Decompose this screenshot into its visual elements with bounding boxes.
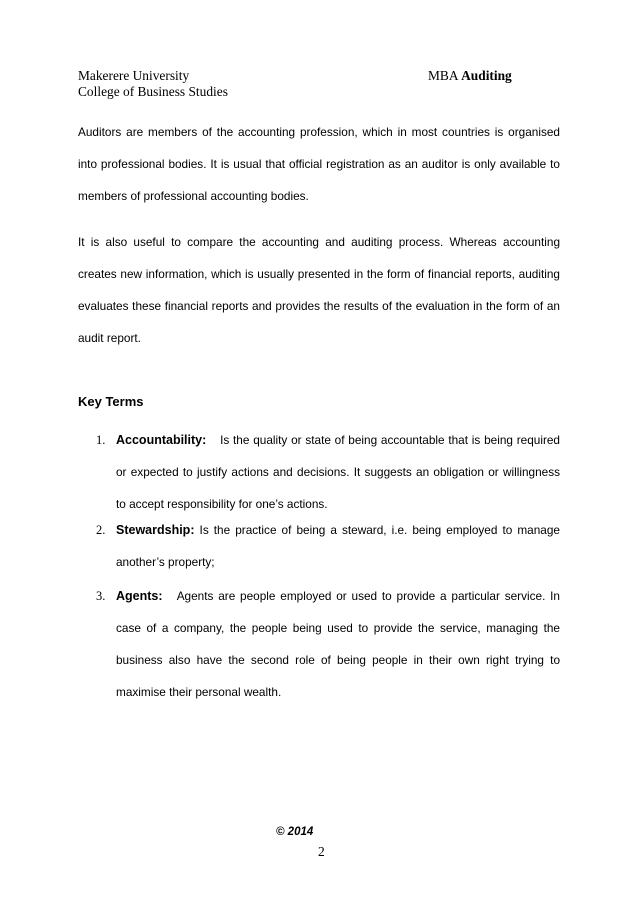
paragraph-auditors: Auditors are members of the accounting profession, which in most countries is organised into professional bodies. It is usual that official registration as an auditor is only available to members of professional accounting bodies. <box>78 125 560 203</box>
paragraph-compare: It is also useful to compare the accounting and auditing process. Whereas accounting creates new information, which is usually presented in the form of financial reports, auditing evaluates these financial reports and provides the results of the evaluation in the form of an audit report. <box>78 235 560 345</box>
list-number: 2. <box>96 523 106 537</box>
term-definition: Is the quality or state of being accountable that is being required or expected to justify actions and decisions. It suggests an obligation or willingness to accept responsibility for one’s actions. <box>116 433 560 511</box>
header-course <box>428 68 512 84</box>
term-definition: Agents are people employed or used to provide a particular service. In case of a company, the people being used to provide the service, managing the business also have the second role of being people in their own right trying to maximise their personal wealth. <box>116 589 560 699</box>
term-label: Agents: <box>116 589 163 603</box>
header-course-title: Auditing <box>461 68 512 83</box>
header-university: Makerere University <box>78 68 190 83</box>
term-label: Stewardship: <box>116 523 195 537</box>
header-left <box>78 68 228 100</box>
list-number: 1. <box>96 433 106 447</box>
list-number: 3. <box>96 589 106 603</box>
key-term-agents <box>116 580 560 708</box>
term-definition: Is the practice of being a steward, i.e. being employed to manage another’s property; <box>116 523 560 569</box>
term-label: Accountability: <box>116 433 207 447</box>
key-terms-heading: Key Terms <box>78 394 144 409</box>
key-term-stewardship <box>116 514 560 578</box>
key-term-accountability <box>116 424 560 520</box>
copyright-notice: © 2014 <box>276 826 314 838</box>
page-number: 2 <box>318 844 325 859</box>
header-college: College of Business Studies <box>78 84 228 99</box>
header-course-prefix: MBA <box>428 68 458 83</box>
